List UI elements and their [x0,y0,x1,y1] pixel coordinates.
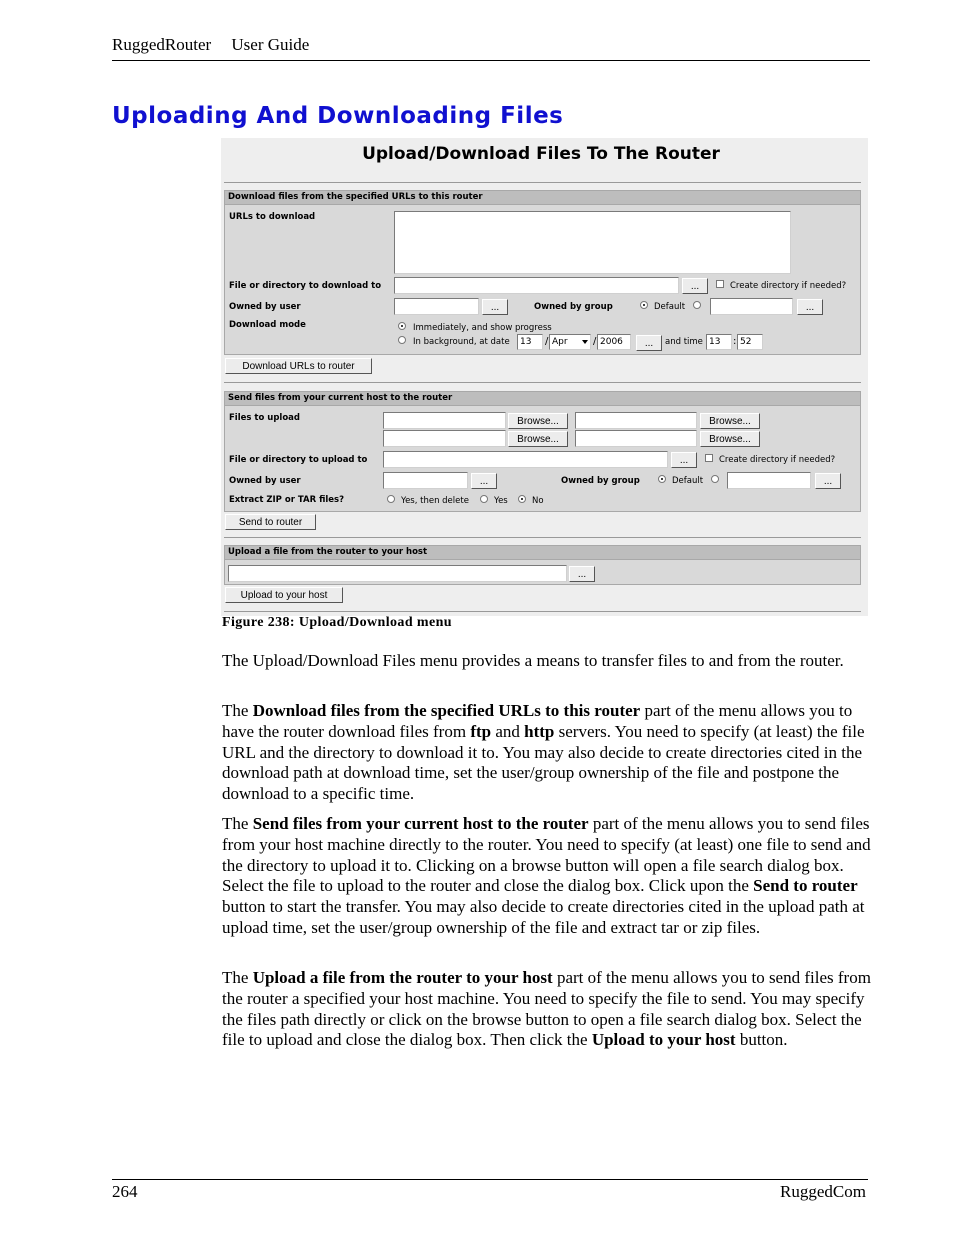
send-group-custom-radio[interactable] [711,475,719,483]
chevron-down-icon [582,340,588,344]
day-input[interactable]: 13 [517,334,543,350]
term-http: http [524,721,555,741]
header-rule [112,60,870,61]
divider [224,382,861,383]
extract-label: Extract ZIP or TAR files? [229,495,345,505]
page-number: 264 [112,1182,138,1201]
paragraph-2 [222,701,872,805]
and-time-label: and time [665,337,703,347]
urls-textarea[interactable] [394,211,791,274]
mode-background-label: In background, at date [413,337,510,347]
divider [224,182,861,183]
upload-to-host-button[interactable]: Upload to your host [225,587,343,603]
send-owned-user-label: Owned by user [229,476,301,486]
send-group-default-radio[interactable] [658,475,666,483]
download-section [224,190,861,355]
paragraph-4-text [222,968,872,1051]
header-doc: User Guide [231,35,310,54]
paragraph-4 [222,968,872,1051]
send-owned-user-input[interactable] [383,472,468,489]
extract-yes-radio[interactable] [480,495,488,503]
upload-create-dir-label: Create directory if needed? [719,455,836,465]
paragraph-1 [222,651,872,672]
date-browse-button[interactable]: ... [636,335,662,351]
footer-company: RuggedCom [780,1182,866,1201]
download-group-custom-radio[interactable] [693,301,701,309]
term-download-section: Download files from the specified URLs to this router [252,701,641,720]
text-run: button. [735,1030,788,1050]
term-send-to-router: Send to router [753,876,858,896]
paragraph-3-text [222,814,872,939]
download-create-dir-checkbox[interactable] [716,280,724,288]
text-run: The [222,701,253,720]
router-file-input[interactable] [228,565,567,582]
mode-immediate-radio[interactable] [398,322,406,330]
text-run: and [491,721,525,741]
upload-file-3-browse-button[interactable]: Browse... [508,431,568,447]
upload-file-1-input[interactable] [383,412,506,429]
date-separator: / [593,336,597,347]
send-section [224,391,861,512]
text-run: part of the menu allows you to have the router download files from [222,701,853,741]
send-owned-group-input[interactable] [727,472,811,489]
term-ftp: ftp [470,721,492,741]
download-urls-button[interactable]: Download URLs to router [225,358,372,374]
text-run: servers. You need to specify (at least) the file URL and the directory to download it to. You may also decide to create directories cited in the download path at download time, set the user/group ownership of the file and postpone the download to a specific time. [222,721,865,804]
figure-caption: Figure 238: Upload/Download menu [222,615,452,630]
text-run: button to start the transfer. You may also decide to create directories cited in the upload path at upload time, set the user/group ownership of the file and extract tar or zip files. [222,897,865,937]
download-dir-browse-button[interactable]: ... [682,278,708,294]
upload-create-dir-checkbox[interactable] [705,454,713,462]
month-value: Apr [552,337,568,347]
paragraph-1-text: The Upload/Download Files menu provides a means to transfer files to and from the router. [222,651,844,670]
divider [224,611,861,612]
text-run: The [222,968,253,987]
date-separator: / [545,336,549,347]
header-product: RuggedRouter [112,35,212,54]
download-owned-group-label: Owned by group [534,302,613,312]
paragraph-2-text [222,701,872,805]
upload-file-1-browse-button[interactable]: Browse... [508,413,568,429]
download-group-browse-button[interactable]: ... [797,299,823,315]
download-user-browse-button[interactable]: ... [482,299,508,315]
minute-input[interactable]: 52 [737,334,763,350]
hour-input[interactable]: 13 [706,334,732,350]
upload-download-screenshot [221,138,868,616]
term-send-section: Send files from your current host to the router [252,814,589,833]
download-mode-label: Download mode [229,320,306,330]
term-upload-section: Upload a file from the router to your host [252,968,553,987]
send-section-header: Send files from your current host to the router [225,392,860,406]
urls-label: URLs to download [229,212,316,222]
footer-rule [112,1179,868,1180]
text-run: part of the menu allows you to send files from the router a specified your host machine. You need to specify the file to send. You may specify the files path directly or click on the browse button to open a file search dialog box. Select the file to upload and close the dialog box. Then click the [222,968,871,1050]
time-separator: : [733,336,737,347]
send-user-browse-button[interactable]: ... [471,473,497,489]
text-run: The [222,814,253,833]
download-dir-label: File or directory to download to [229,281,382,291]
extract-yes-delete-label: Yes, then delete [401,496,469,506]
mode-immediate-label: Immediately, and show progress [413,323,552,333]
running-header [112,35,325,55]
send-to-router-button[interactable]: Send to router [225,514,316,530]
paragraph-3 [222,814,872,939]
download-owned-group-input[interactable] [710,298,793,315]
send-group-default-label: Default [672,476,704,486]
upload-dir-label: File or directory to upload to [229,455,368,465]
send-owned-group-label: Owned by group [561,476,640,486]
files-to-upload-label: Files to upload [229,413,300,423]
term-upload-to-host: Upload to your host [591,1030,736,1050]
upload-file-2-browse-button[interactable]: Browse... [700,413,760,429]
download-owned-user-label: Owned by user [229,302,301,312]
download-group-default-radio[interactable] [640,301,648,309]
divider [224,537,861,538]
upload-file-4-input[interactable] [575,430,697,447]
extract-yes-label: Yes [494,496,508,506]
download-dir-input[interactable] [394,277,679,294]
upload-section-header: Upload a file from the router to your host [225,546,860,560]
extract-yes-delete-radio[interactable] [387,495,395,503]
download-group-default-label: Default [654,302,686,312]
upload-dir-browse-button[interactable]: ... [671,452,697,468]
section-title: Uploading And Downloading Files [112,103,564,129]
download-create-dir-label: Create directory if needed? [730,281,847,291]
extract-no-label: No [532,496,544,506]
screenshot-title: Upload/Download Files To The Router [362,144,720,164]
send-group-browse-button[interactable]: ... [815,473,841,489]
download-section-header: Download files from the specified URLs to this router [225,191,860,205]
mode-background-radio[interactable] [398,336,406,344]
upload-file-4-browse-button[interactable]: Browse... [700,431,760,447]
text-run: part of the menu allows you to send files from your host machine directly to the router. You need to specify (at least) one file to send and the directory to upload it to. Clicking on a browse button will open a file search dialog box. Select the file to upload to the router and close the dialog box. Click upon the [222,814,871,896]
download-owned-user-input[interactable] [394,298,479,315]
upload-file-3-input[interactable] [383,430,506,447]
month-select[interactable] [549,334,591,350]
year-input[interactable]: 2006 [597,334,631,350]
router-file-browse-button[interactable]: ... [569,566,595,582]
upload-file-2-input[interactable] [575,412,697,429]
upload-section [224,545,861,585]
extract-no-radio[interactable] [518,495,526,503]
upload-dir-input[interactable] [383,451,668,468]
